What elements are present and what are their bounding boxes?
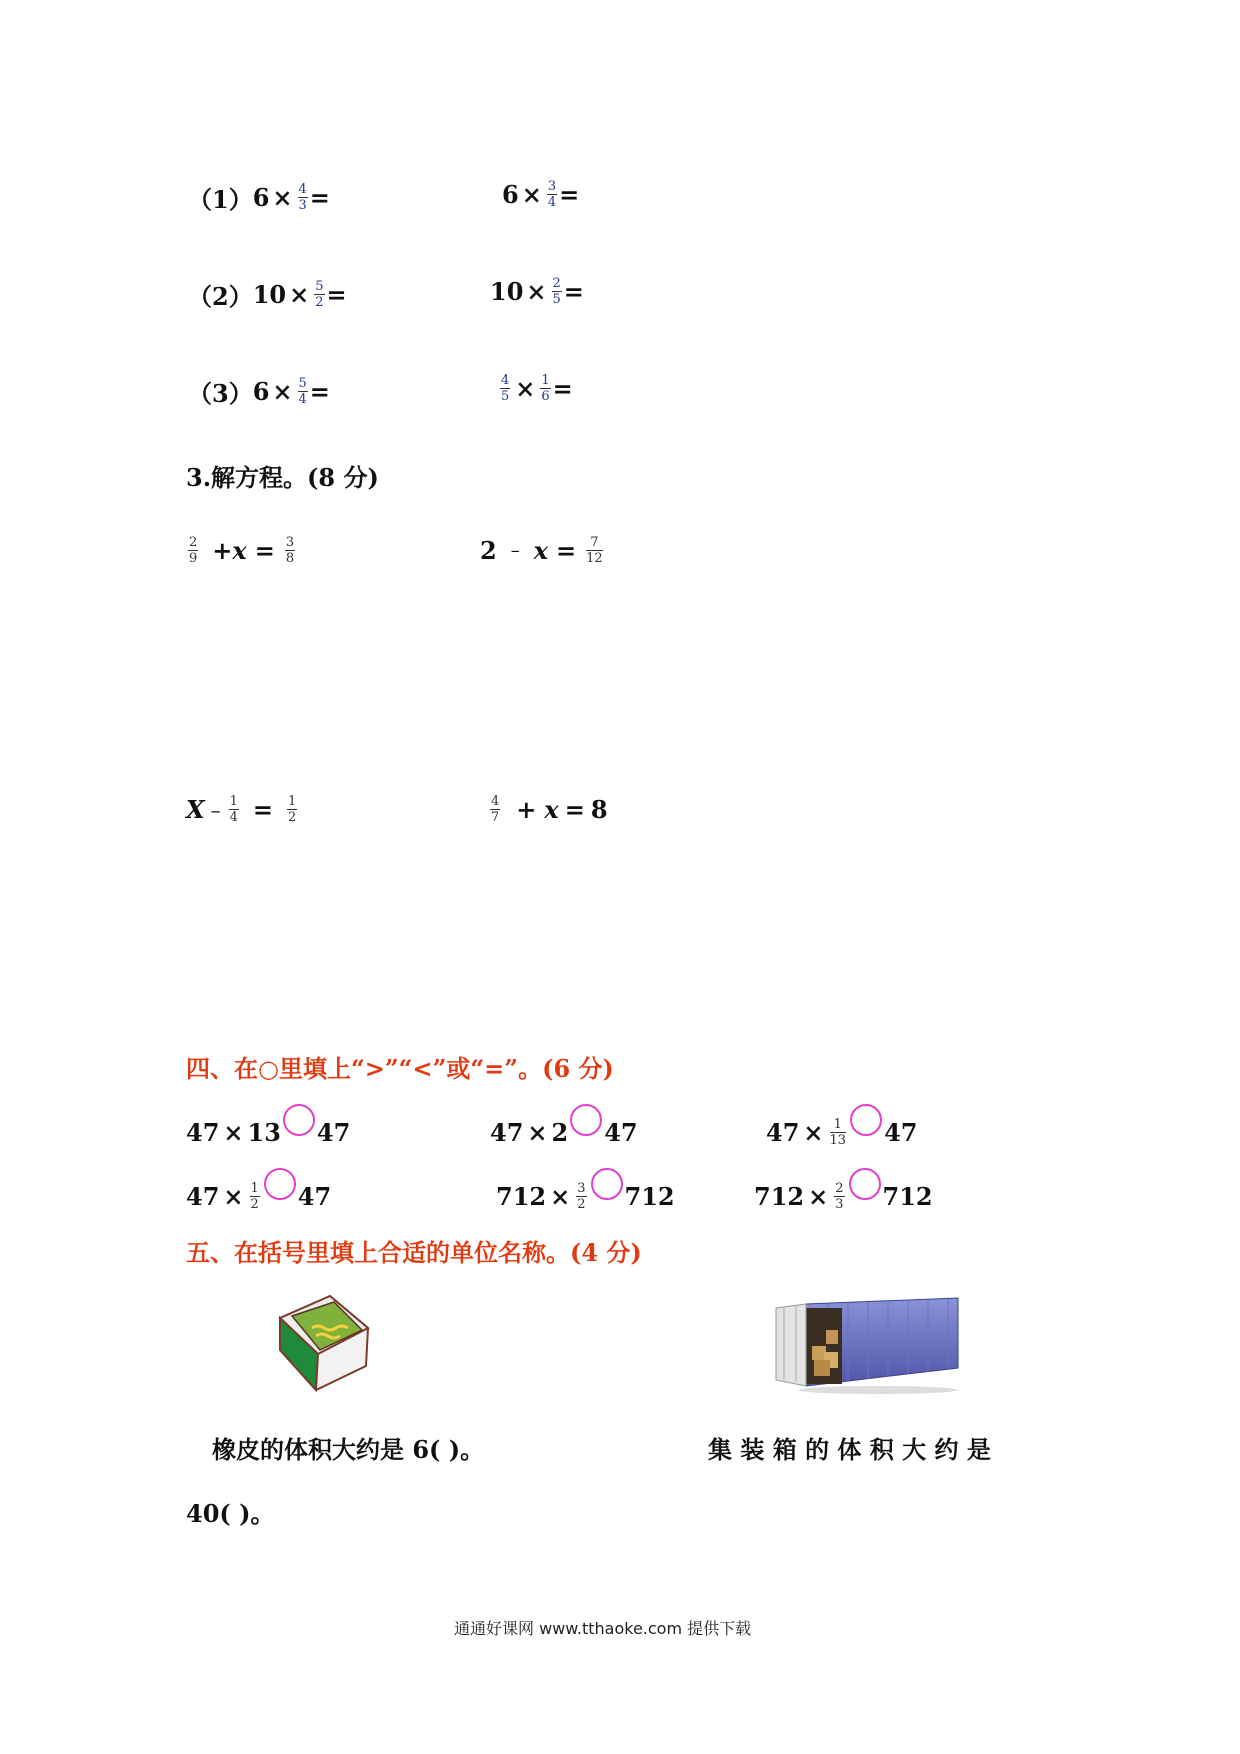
fraction: $\frac{2}{5}$ xyxy=(552,276,561,307)
fraction: $\frac{4}{5}$ xyxy=(501,373,510,404)
fraction: $\frac{5}{4}$ xyxy=(298,376,307,407)
calc-row-1-right: 6 × $\frac{3}{4}$ = xyxy=(502,179,580,210)
eraser-question: 橡皮的体积大约是 6( )。 xyxy=(212,1435,485,1464)
compare-item-3: 47 × $\frac{1}{13}$ 47 xyxy=(766,1116,917,1148)
fraction: $\frac{5}{2}$ xyxy=(315,279,324,310)
section-3-heading: 3.解方程。(8 分) xyxy=(186,463,379,492)
equation-4: $\frac{4}{7}$ + x = 8 xyxy=(491,794,608,825)
fraction: $\frac{1}{13}$ xyxy=(829,1116,847,1148)
eraser-image xyxy=(270,1288,380,1398)
fraction: $\frac{1}{4}$ xyxy=(229,794,238,825)
answer-circle[interactable] xyxy=(849,1168,881,1200)
fraction: $\frac{1}{6}$ xyxy=(541,373,550,404)
answer-circle[interactable] xyxy=(283,1104,315,1136)
footer-source: 通通好课网 www.tthaoke.com 提供下载 xyxy=(454,1619,752,1638)
answer-circle[interactable] xyxy=(264,1168,296,1200)
calc-row-3-right: $\frac{4}{5}$ × $\frac{1}{6}$ = xyxy=(501,373,573,404)
compare-item-2: 47 × 2 47 xyxy=(490,1116,638,1148)
compare-item-6: 712 × $\frac{2}{3}$ 712 xyxy=(754,1180,933,1212)
answer-circle[interactable] xyxy=(570,1104,602,1136)
answer-circle[interactable] xyxy=(591,1168,623,1200)
compare-item-5: 712 × $\frac{3}{2}$ 712 xyxy=(496,1180,675,1212)
fraction: $\frac{1}{2}$ xyxy=(288,794,297,825)
fraction: $\frac{3}{4}$ xyxy=(547,179,557,210)
compare-item-4: 47 × $\frac{1}{2}$ 47 xyxy=(186,1180,331,1212)
fraction: $\frac{2}{3}$ xyxy=(835,1180,844,1212)
fraction: $\frac{3}{8}$ xyxy=(285,535,295,566)
answer-circle[interactable] xyxy=(850,1104,882,1136)
fraction: $\frac{4}{3}$ xyxy=(298,182,307,213)
fraction: $\frac{4}{7}$ xyxy=(491,794,500,825)
fraction: $\frac{3}{2}$ xyxy=(577,1180,586,1212)
fraction: $\frac{2}{9}$ xyxy=(189,535,198,566)
container-question-line-2: 40( )。 xyxy=(186,1499,275,1528)
equation-3: X – $\frac{1}{4}$ = $\frac{1}{2}$ xyxy=(186,794,297,825)
fraction: $\frac{7}{12}$ xyxy=(586,535,603,566)
equation-2: 2 – x = $\frac{7}{12}$ xyxy=(480,535,603,566)
compare-item-1: 47 × 13 47 xyxy=(186,1116,350,1148)
container-question-line-1: 集 装 箱 的 体 积 大 约 是 xyxy=(708,1435,991,1464)
fraction: $\frac{1}{2}$ xyxy=(250,1180,259,1212)
equation-1: $\frac{2}{9}$ + x = $\frac{3}{8}$ xyxy=(189,535,295,566)
calc-row-2-left: （2） 10 × $\frac{5}{2}$ = xyxy=(188,279,347,311)
shipping-container-image xyxy=(768,1294,960,1394)
calc-row-2-right: 10 × $\frac{2}{5}$ = xyxy=(490,276,584,307)
section-4-heading: 四、在○里填上“>”“<”或“=”。(6 分) xyxy=(186,1054,614,1083)
calc-row-3-left: （3） 6 × $\frac{5}{4}$ = xyxy=(188,376,330,408)
section-5-heading: 五、在括号里填上合适的单位名称。(4 分) xyxy=(186,1238,642,1267)
calc-row-1-left: （1） 6 × $\frac{4}{3}$ = xyxy=(188,182,330,214)
